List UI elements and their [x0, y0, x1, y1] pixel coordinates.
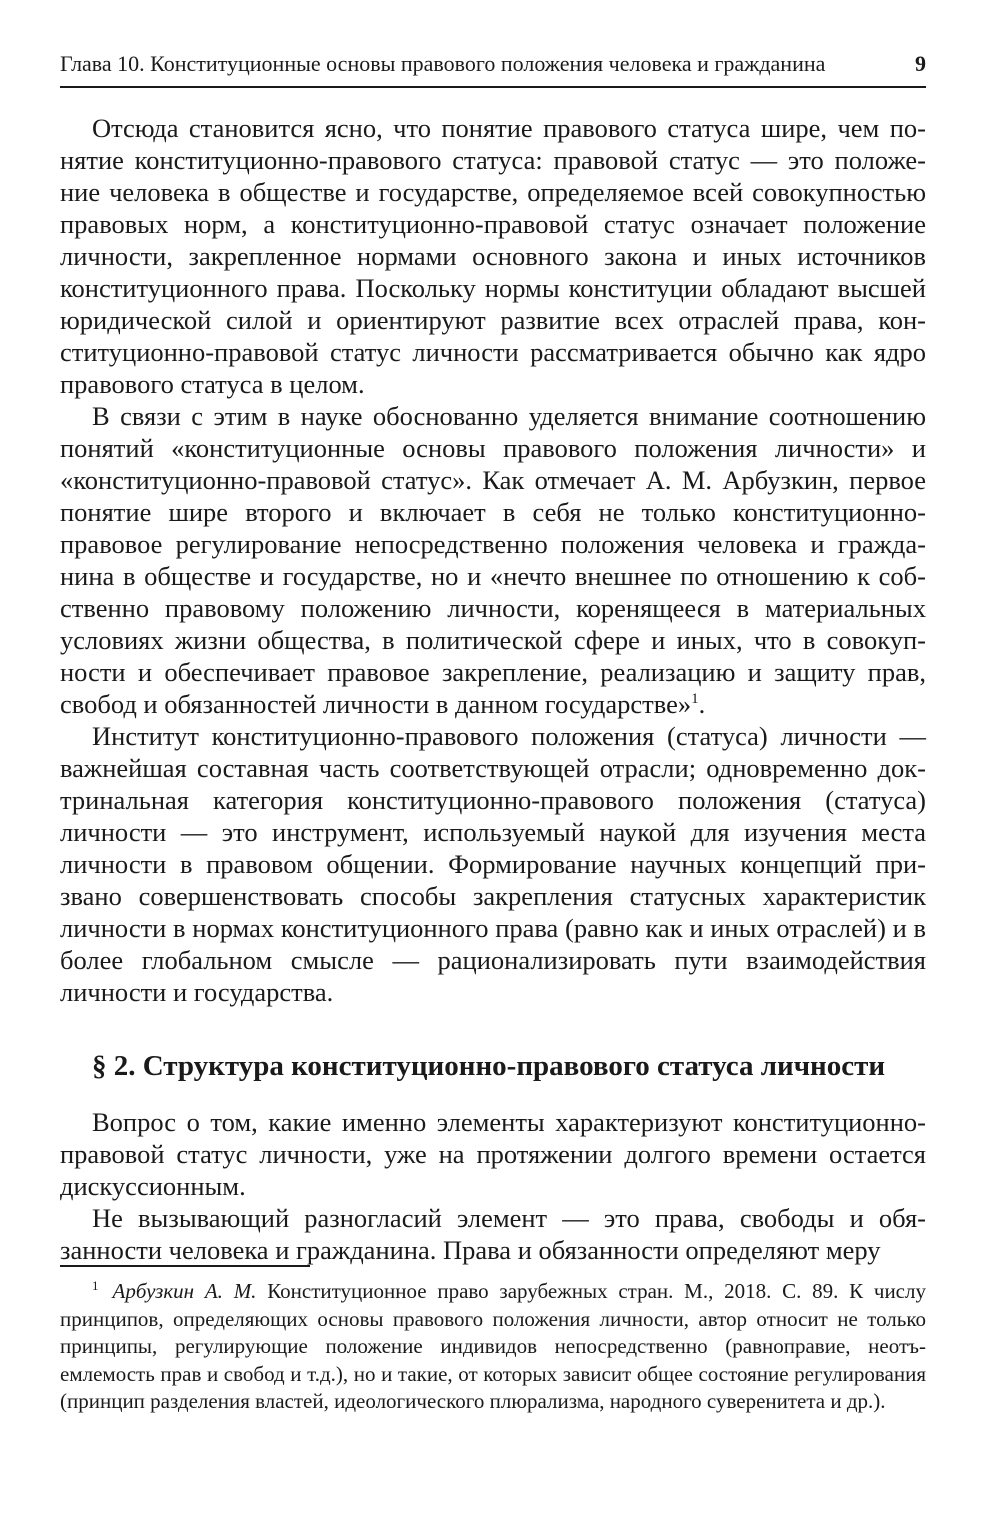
- header-rule: [60, 86, 926, 88]
- main-text: [60, 112, 926, 1266]
- footnote-rule: [60, 1265, 310, 1267]
- paragraph-5: Не вызывающий разногласий элемент — это права, свободы и обязанности человека и гражданина. Права и обязанности определяют меру: [60, 1203, 926, 1265]
- footnotes: [60, 1278, 926, 1416]
- paragraph-1: Отсюда становится ясно, что понятие правового статуса шире, чем понятие конституционно-правового статуса: правовой статус — это положение человека в обществе и государстве, определяемое всей совокупностью правовых норм, а конституционно-правовой статус означает положение личности, закрепленное нормами основного закона и иных источников конституционного права. Поскольку нормы конституции обладают высшей юридической силой и ориентируют развитие всех отраслей права, конституционно-правовой статус личности рассматривается обычно как ядро правового статуса в целом.: [60, 113, 926, 399]
- footnote-ref-1[interactable]: 1: [691, 691, 699, 708]
- page-number: 9: [915, 51, 926, 76]
- running-head: [60, 44, 926, 84]
- paragraph-3: Институт конституционно-правового положения (статуса) личности — важнейшая составная часть соответствующей отрасли; одновременно доктринальная категория конституционно-правового положения (статуса) личности — это инструмент, используемый наукой для изучения места личности в правовом общении. Формирование научных концепций призвано совершенствовать способы закрепления статусных характеристик личности в нормах конституционного права (равно как и иных отраслей) и в более глобальном смысле — рационализировать пути взаимодействия личности и государства.: [60, 721, 926, 1007]
- paragraph-2-tail: .: [698, 689, 706, 719]
- footnote-text: Конституционное право зарубежных стран. М., 2018. С. 89. К числу принципов, определяющих основы правового положения личности, автор относит не только принципы, регулирующие положение индивидов непосредственно (равноправие, неотъемлемость прав и свобод и т.д.), но и такие, от которых зависит общее состояние регулирования (принцип разделения властей, идеологического плюрализма, народного суверенитета и др.).: [60, 1279, 926, 1413]
- footnote-mark: 1: [92, 1278, 99, 1293]
- footnote-author: Арбузкин А. М.: [112, 1279, 257, 1303]
- paragraph-4: Вопрос о том, какие именно элементы характеризуют конституционно-правовой статус личности, уже на протяжении долгого времени остается дискуссионным.: [60, 1107, 926, 1201]
- paragraph-2: [60, 400, 926, 720]
- footnote-1: [60, 1278, 926, 1416]
- section-heading: § 2. Структура конституционно-правового статуса личности: [92, 1050, 886, 1082]
- paragraph-2-text: В связи с этим в науке обоснованно уделяется внимание соотношению понятий «конституционные основы правового положения личности» и «конституционно-правовой статус». Как отмечает А. М. Арбузкин, первое понятие шире второго и включает в себя не только конституционно-правовое регулирование непосредственно положения человека и гражданина в обществе и государстве, но и «нечто внешнее по отношению к собственно правовому положению личности, коренящееся в материальных условиях жизни общества, в политической сфере и иных, что в совокупности и обеспечивает правовое закрепление, реализацию и защиту прав, свобод и обязанностей личности в данном государстве»: [60, 401, 926, 719]
- running-title: Глава 10. Конституционные основы правового положения человека и гражданина: [60, 51, 826, 76]
